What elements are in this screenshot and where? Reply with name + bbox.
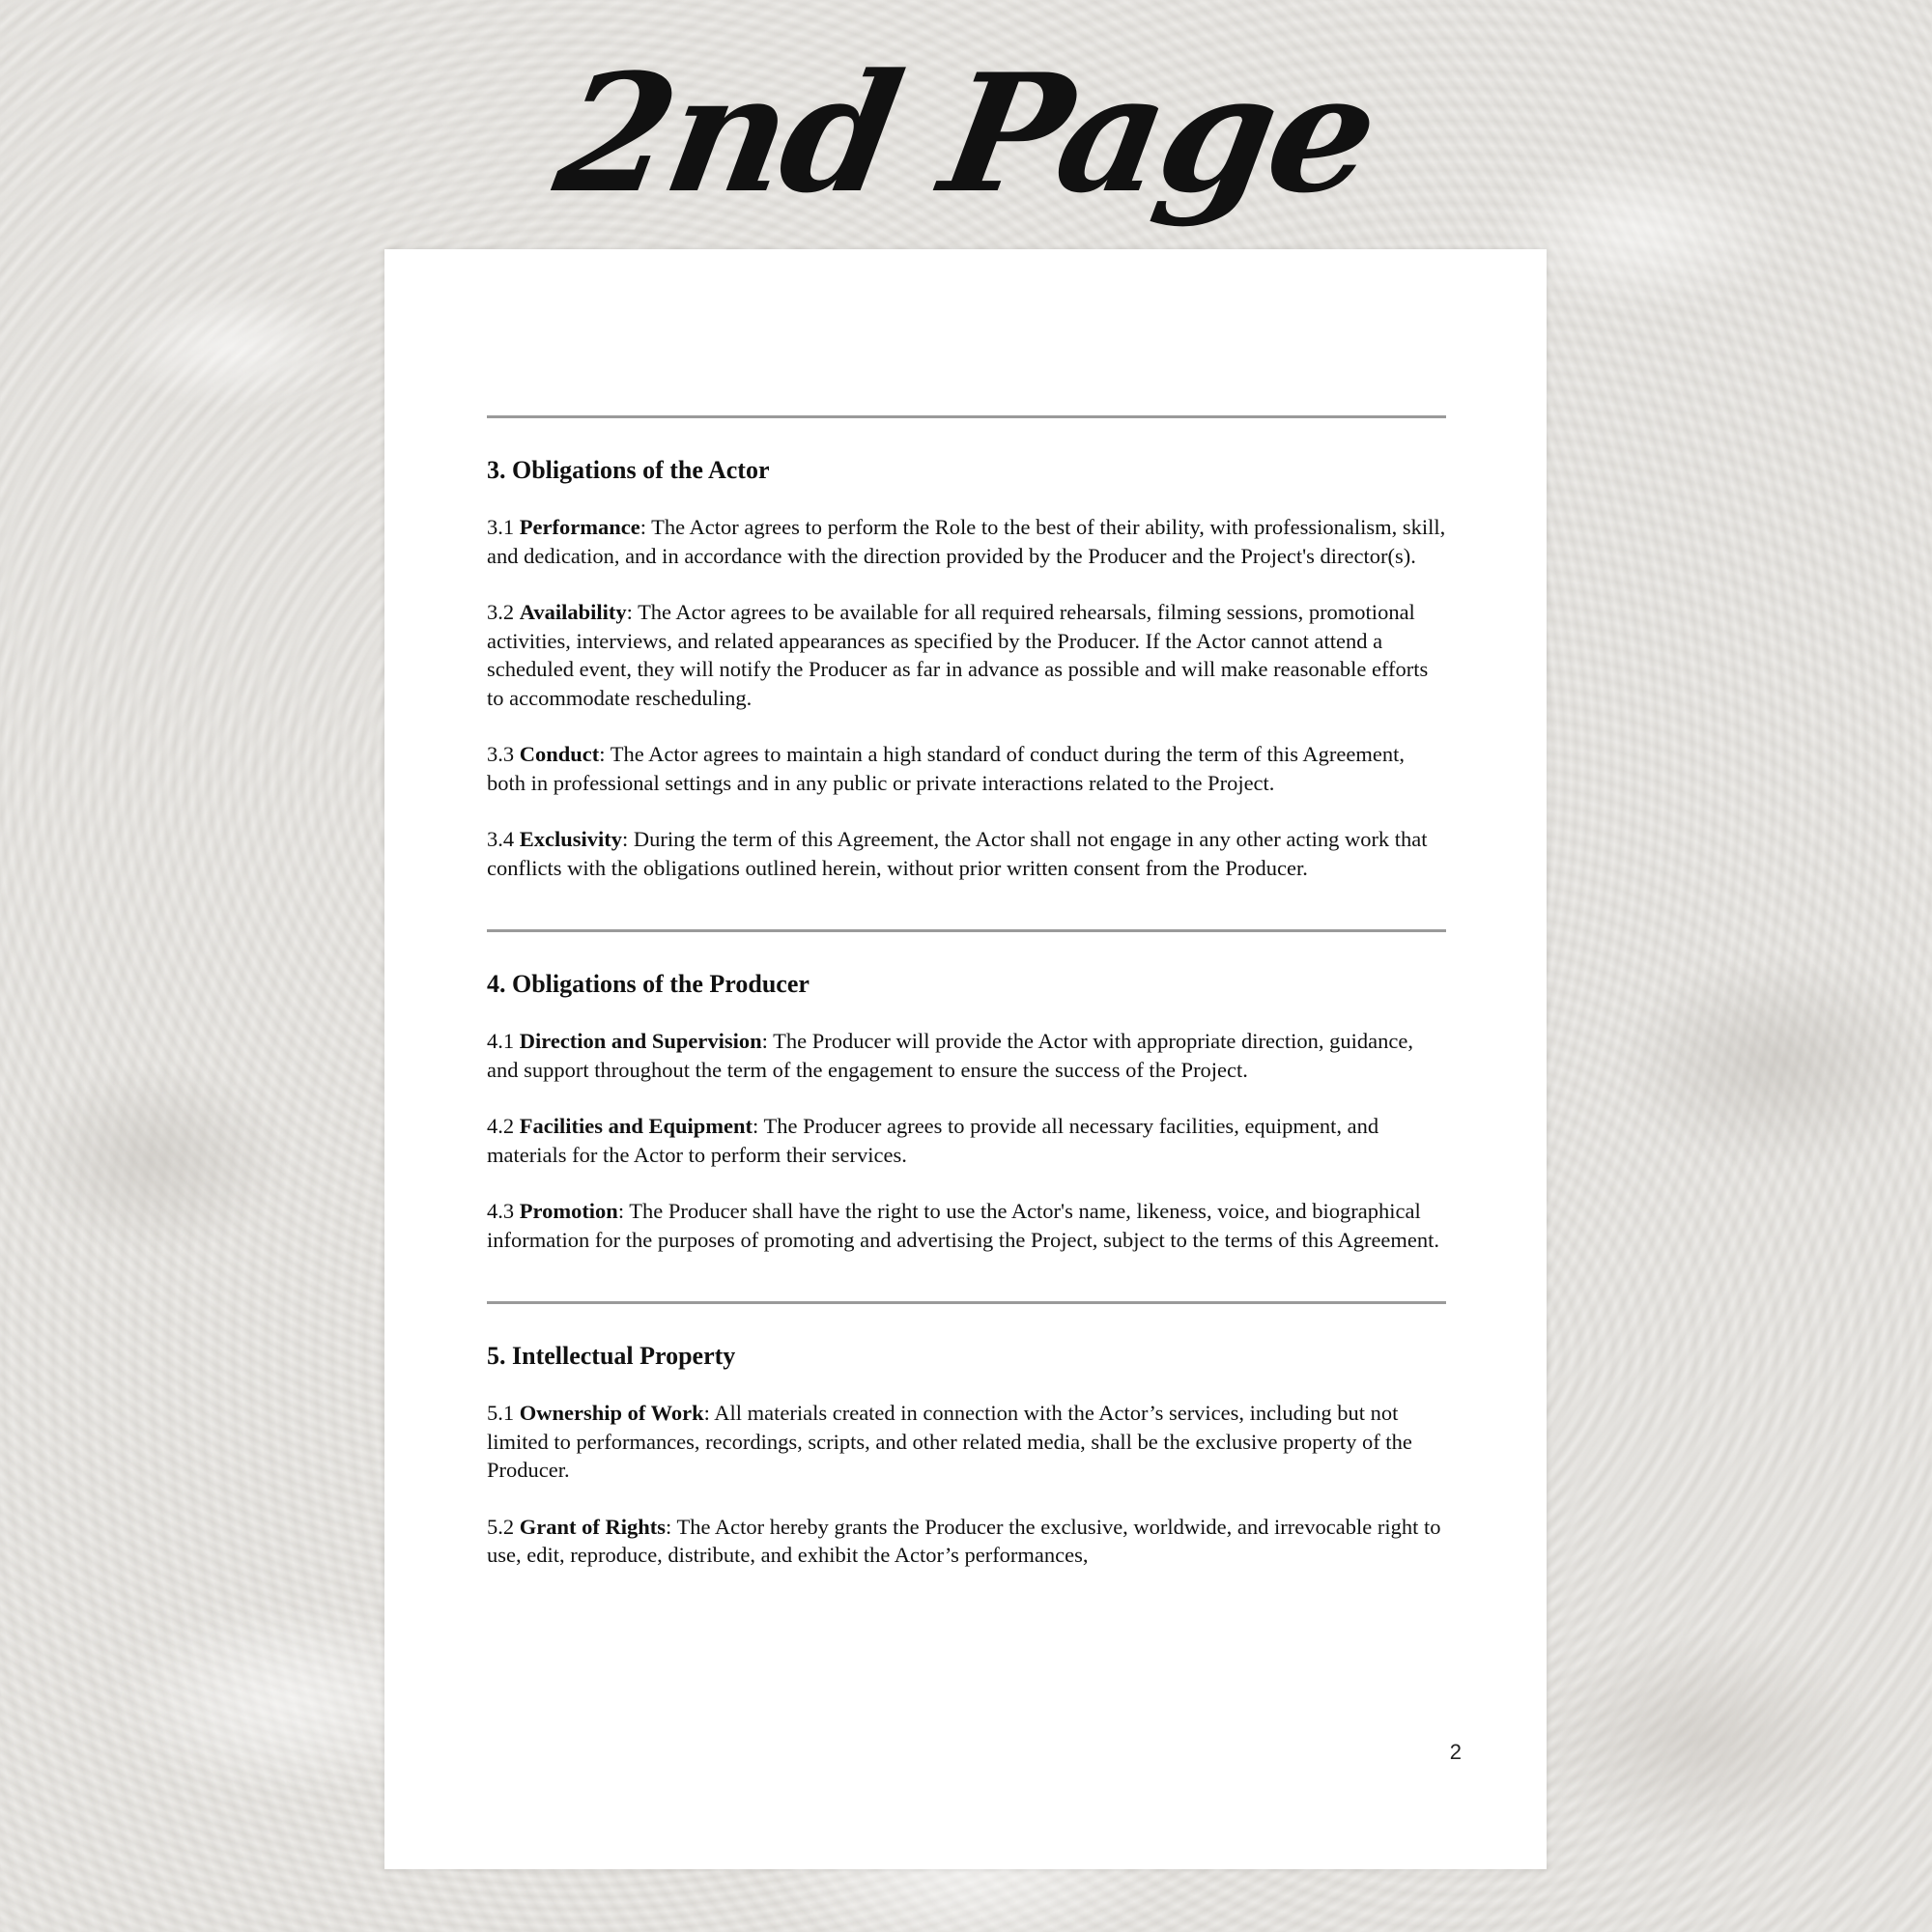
clause-text: : The Actor hereby grants the Producer the exclusive, worldwide, and irrevocable right to use, edit, reproduce, distribute, and exhibit the Actor’s performances, xyxy=(487,1514,1441,1567)
clause-number: 3.2 xyxy=(487,600,515,624)
clause-4-2 xyxy=(487,1112,1446,1169)
clause-term: Direction and Supervision xyxy=(519,1029,762,1053)
section-spacer xyxy=(487,910,1446,929)
clause-number: 4.3 xyxy=(487,1199,515,1223)
clause-3-4 xyxy=(487,825,1446,882)
clause-text: : The Actor agrees to perform the Role to the best of their ability, with professionalism, skill, and dedication, and in accordance with the direction provided by the Producer and the Project's director(s). xyxy=(487,515,1446,568)
clause-3-3 xyxy=(487,740,1446,797)
clause-4-3 xyxy=(487,1197,1446,1254)
clause-text: : The Producer will provide the Actor with appropriate direction, guidance, and support throughout the term of the engagement to ensure the success of the Project. xyxy=(487,1029,1414,1082)
clause-term: Promotion xyxy=(519,1199,618,1223)
section-intellectual-property xyxy=(487,1301,1446,1570)
section-obligations-producer xyxy=(487,929,1446,1254)
clause-number: 5.2 xyxy=(487,1514,515,1539)
clause-term: Ownership of Work xyxy=(519,1401,704,1425)
clause-text: : The Actor agrees to be available for all required rehearsals, filming sessions, promotional activities, interviews, and related appearances as specified by the Producer. If the Actor cannot attend a scheduled event, they will notify the Producer as far in advance as possible and will make reasonable efforts to accommodate rescheduling. xyxy=(487,600,1429,710)
section-heading: 3. Obligations of the Actor xyxy=(487,456,770,484)
clause-number: 4.1 xyxy=(487,1029,515,1053)
clause-term: Conduct xyxy=(519,742,600,766)
section-divider xyxy=(487,1301,1446,1304)
clause-number: 3.1 xyxy=(487,515,515,539)
clause-5-2 xyxy=(487,1513,1446,1570)
clause-text: : All materials created in connection with the Actor’s services, including but not limited to performances, recordings, scripts, and other related media, shall be the exclusive property of the Producer. xyxy=(487,1401,1412,1482)
clause-3-2 xyxy=(487,598,1446,712)
clause-number: 3.3 xyxy=(487,742,515,766)
section-divider xyxy=(487,415,1446,418)
document-content xyxy=(487,415,1446,1598)
clause-term: Availability xyxy=(519,600,627,624)
page-number: 2 xyxy=(1449,1740,1462,1764)
section-spacer xyxy=(487,1282,1446,1301)
clause-text: : The Actor agrees to maintain a high standard of conduct during the term of this Agreement, both in professional settings and in any public or private interactions related to the Project. xyxy=(487,742,1406,795)
clause-term: Grant of Rights xyxy=(519,1514,666,1539)
clause-text: : The Producer agrees to provide all necessary facilities, equipment, and materials for the Actor to perform their services. xyxy=(487,1114,1379,1167)
clause-5-1 xyxy=(487,1399,1446,1485)
section-divider xyxy=(487,929,1446,932)
clause-4-1 xyxy=(487,1027,1446,1084)
clause-text: : During the term of this Agreement, the Actor shall not engage in any other acting work that conflicts with the obligations outlined herein, without prior written consent from the Producer. xyxy=(487,827,1428,880)
clause-term: Facilities and Equipment xyxy=(519,1114,753,1138)
section-obligations-actor xyxy=(487,415,1446,882)
clause-term: Performance xyxy=(519,515,640,539)
section-heading: 4. Obligations of the Producer xyxy=(487,970,810,998)
clause-term: Exclusivity xyxy=(519,827,623,851)
clause-number: 3.4 xyxy=(487,827,515,851)
clause-number: 5.1 xyxy=(487,1401,515,1425)
clause-text: : The Producer shall have the right to use the Actor's name, likeness, voice, and biographical information for the purposes of promoting and advertising the Project, subject to the terms of this Agreement. xyxy=(487,1199,1440,1252)
section-heading: 5. Intellectual Property xyxy=(487,1342,736,1370)
banner-title: 2nd Page xyxy=(544,38,1388,229)
clause-3-1 xyxy=(487,513,1446,570)
clause-number: 4.2 xyxy=(487,1114,515,1138)
document-page xyxy=(384,249,1547,1869)
